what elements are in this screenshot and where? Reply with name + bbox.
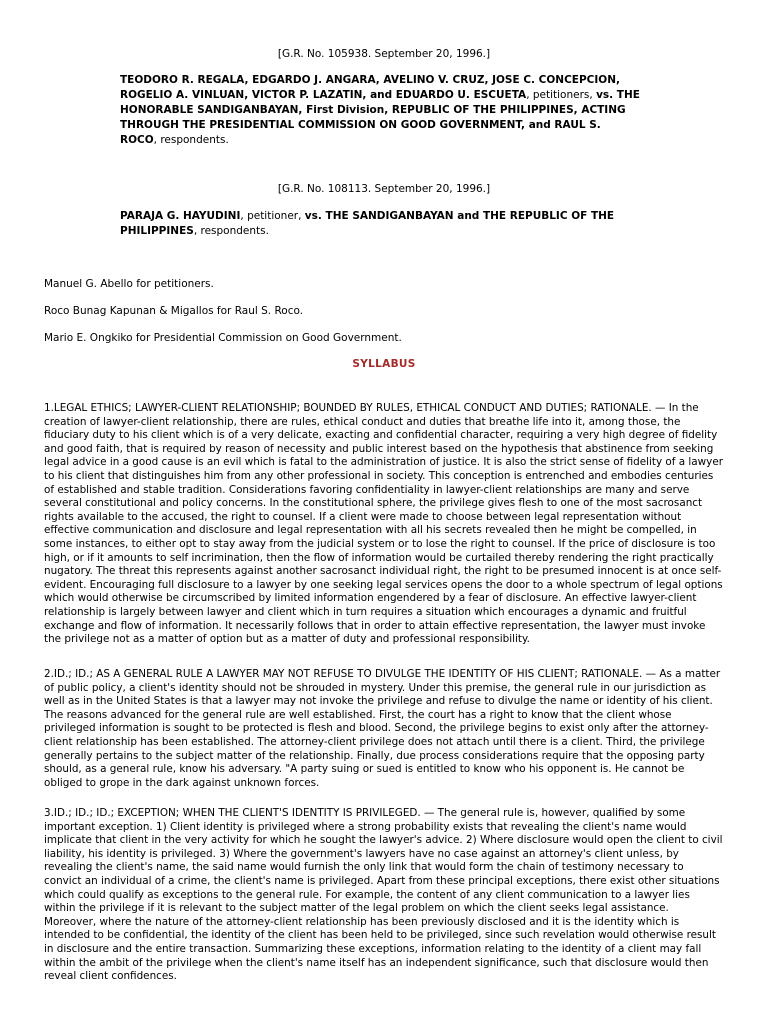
syllabus-heading: SYLLABUS <box>352 358 416 370</box>
versus-label: vs. <box>596 89 614 101</box>
syllabus-paragraph-2: 2.ID.; ID.; AS A GENERAL RULE A LAWYER MAY NOT REFUSE TO DIVULGE THE IDENTITY OF HIS CLIENT; RATIONALE. — As a matter of public policy, a client's identity should not be shrouded in mystery. Under this premise, the general rule in our jurisdiction as well as in the United States is that a lawyer may not invoke the privilege and refuse to divulge the name or identity of his client. The reasons advanced for the general rule are well established. First, the court has a right to know that the client whose privileged information is sought to be protected is flesh and blood. Second, the privilege begins to exist only after the attorney-client relationship has been established. The attorney-client privilege does not attach until there is a client. Third, the privilege generally pertains to the subject matter of the relationship. Finally, due process considerations require that the opposing party should, as a general rule, know his adversary. "A party suing or sued is entitled to know who his opponent is. He cannot be obliged to grope in the dark against unknown forces. <box>44 668 721 789</box>
respondents-role: , respondents. <box>193 225 269 237</box>
syllabus-paragraph-3: 3.ID.; ID.; ID.; EXCEPTION; WHEN THE CLIENT'S IDENTITY IS PRIVILEGED. — The general rule is, however, qualified by some important exception. 1) Client identity is privileged where a strong probability exists that revealing the client's name would implicate that client in the very activity for which he sought the lawyer's advice. 2) Where disclosure would open the client to civil liability, his identity is privileged. 3) Where the government's lawyers have no case against an attorney's client unless, by revealing the client's name, the said name would furnish the only link that would form the chain of testimony necessary to convict an individual of a crime, the client's name is privileged. Apart from these principal exceptions, there exist other situations which could qualify as exceptions to the general rule. For example, the content of any client communication to a lawyer lies within the privilege if it is relevant to the subject matter of the legal problem on which the client seeks legal assistance. Moreover, where the nature of the attorney-client relationship has been previously disclosed and it is the identity which is intended to be confidential, the identity of the client has been held to be privileged, since such revelation would otherwise result in disclosure and the entire transaction. Summarizing these exceptions, information relating to the identity of a client may fall within the ambit of the privilege when the client's name itself has an independent significance, such that disclosure would then reveal client confidences. <box>44 807 723 983</box>
counsel-line: Manuel G. Abello for petitioners. <box>44 278 214 290</box>
respondents-names: THE SANDIGANBAYAN and THE REPUBLIC OF THE PHILIPPINES <box>120 210 615 237</box>
case-parties-2 <box>120 209 640 239</box>
petitioner-name: PARAJA G. HAYUDINI <box>120 210 241 222</box>
versus-label: vs. <box>304 210 322 222</box>
case-parties-1 <box>120 73 640 148</box>
counsel-line: Mario E. Ongkiko for Presidential Commission on Good Government. <box>44 332 402 344</box>
petitioners-role: , petitioners, <box>526 89 597 101</box>
respondents-role: , respondents. <box>153 134 229 146</box>
case-number-2: [G.R. No. 108113. September 20, 1996.] <box>277 183 491 195</box>
syllabus-paragraph-1: 1.LEGAL ETHICS; LAWYER-CLIENT RELATIONSHIP; BOUNDED BY RULES, ETHICAL CONDUCT AND DUTIES; RATIONALE. — In the creation of lawyer-client relationship, there are rules, ethical conduct and duties that breathe life into it, among those, the fiduciary duty to his client which is of a very delicate, exacting and confidential character, requiring a very high degree of fidelity and good faith, that is required by reason of necessity and public interest based on the hypothesis that abstinence from seeking legal advice in a good cause is an evil which is fatal to the administration of justice. It is also the strict sense of fidelity of a lawyer to his client that distinguishes him from any other professional in society. This conception is entrenched and embodies centuries of established and stable tradition. Considerations favoring confidentiality in lawyer-client relationships are many and serve several constitutional and policy concerns. In the constitutional sphere, the privilege gives flesh to one of the most sacrosanct rights available to the accused, the right to counsel. If a client were made to choose between legal representation without effective communication and disclosure and legal representation with all his secrets revealed then he might be compelled, in some instances, to either opt to stay away from the judicial system or to lose the right to counsel. If the price of disclosure is too high, or if it amounts to self incrimination, then the flow of information would be curtailed thereby rendering the right practically nugatory. The threat this represents against another sacrosanct individual right, the right to be presumed innocent is at once self-evident. Encouraging full disclosure to a lawyer by one seeking legal services opens the door to a whole spectrum of legal options which would otherwise be circumscribed by limited information engendered by a fear of disclosure. An effective lawyer-client relationship is largely between lawyer and client which in turn requires a situation which encourages a dynamic and fruitful exchange and flow of information. It necessarily follows that in order to attain effective representation, the lawyer must invoke the privilege not as a matter of option but as a matter of duty and professional responsibility. <box>44 402 723 646</box>
respondents-names: THE HONORABLE SANDIGANBAYAN, First Division, REPUBLIC OF THE PHILIPPINES, ACTING THROUGH THE PRESIDENTIAL COMMISSION ON GOOD GOVERNMENT, and RAUL S. ROCO <box>120 89 640 146</box>
case-number-1: [G.R. No. 105938. September 20, 1996.] <box>277 48 491 60</box>
petitioners-names: TEODORO R. REGALA, EDGARDO J. ANGARA, AVELINO V. CRUZ, JOSE C. CONCEPCION, ROGELIO A. VINLUAN, VICTOR P. LAZATIN, and EDUARDO U. ESCUETA <box>120 74 620 101</box>
petitioner-role: , petitioner, <box>240 210 305 222</box>
counsel-line: Roco Bunag Kapunan & Migallos for Raul S. Roco. <box>44 305 304 317</box>
